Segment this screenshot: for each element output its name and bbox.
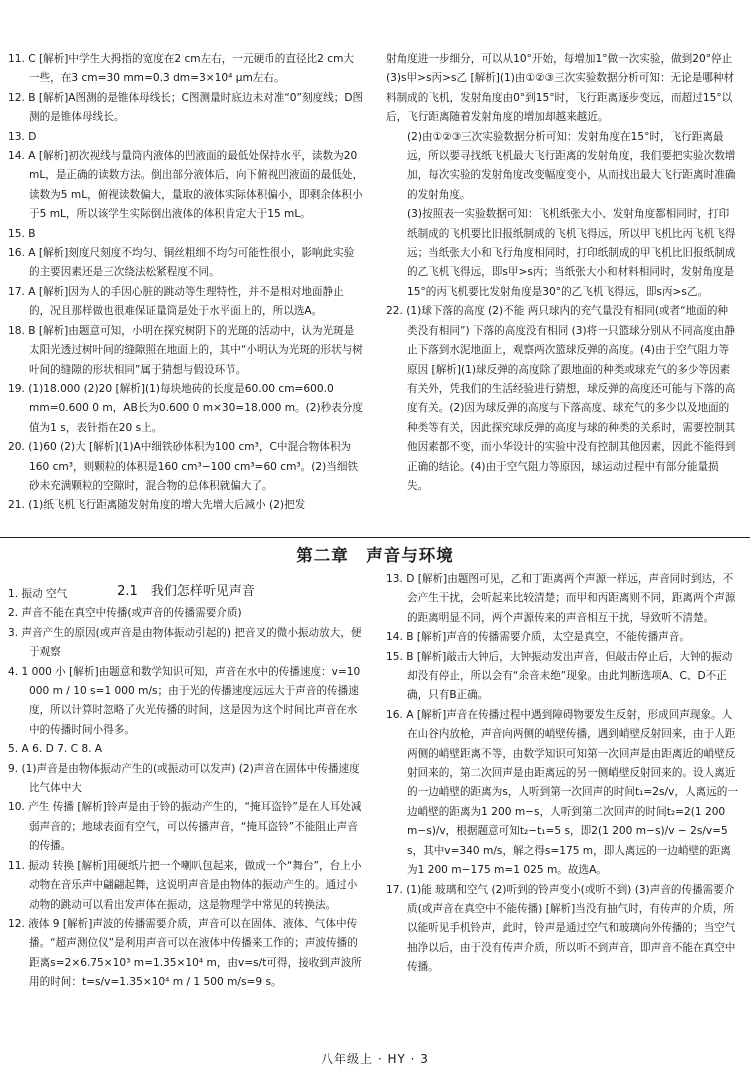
answer-item: 2. 声音不能在真空中传播(或声音的传播需要介质) (8, 607, 242, 620)
answer-item: 17. A [解析]因为人的手因心脏的跳动等生理特性，并不是相对地面静止的，况且那样做也很难保证量筒是处于水平面上的，所以选A。 (8, 285, 344, 318)
answer-item: 16. A [解析]刻度尺刻度不均匀、铜丝粗细不均匀可能性很小，影响此实验的主要因素还是三次绕法松紧程度不同。 (8, 247, 355, 279)
section-title: 2.1 我们怎样听见声音 (117, 584, 255, 599)
answer-item: 12. B [解析]A图测的是锥体母线长；C图测量时底边未对准“0”刻度线；D图测的是锥体母线长。 (8, 91, 364, 124)
answer-item: 17. (1)能 玻璃和空气 (2)听到的铃声变小(或听不到) (3)声音的传播需要介质(或声音在真空中不能传播) [解析]当没有抽气时，有传声的介质，所以能听见手机铃声，此时，铃声是通过空气和玻璃向外传播的；当空气抽净以后，由于没有传声介质，所以听不到声音，即声音不能在真空中传播。 (386, 883, 736, 974)
page-footer: 八年级上 · HY · 3 (321, 1052, 429, 1066)
answer-item: 22. (1)球下落的高度 (2)不能 两只球内的充气量没有相同(或者“地面的种类没有相同”) 下落的高度没有相同 (3)将一只篮球分别从不同高度由静止下落到水泥地面上，观察两次篮球反弹的高度。(4)由于空气阻力等原因 [解析](1)球反弹的高度除了跟地面的种类或球充气的多少等因素有关外，凭我们的生活经验进行猜想，球反弹的高度还可能与下落的高度有关。(2)因为球反弹的高度与下落高度、球充气的多少以及地面的种类等有关，因此探究球反弹的高度与球的种类的关系时，需要控制其他因素都不变，而小华设计的实验中没有控制其他因素，因此不能得到正确的结论。(4)由于空气阻力等原因，球运动过程中有部分能量损失。 (386, 305, 736, 492)
chapter-title: 第二章 声音与环境 (296, 546, 454, 565)
answer-item: 12. 液体 9 [解析]声波的传播需要介质，声音可以在固体、液体、气体中传播。“超声测位仪”是利用声音可以在液体中传播来工作的；声波传播的距离s=2×6.75×10³ m=1.35×10⁴ m，由v=s/t可得，接收到声波所用的时间：t=s/v=1.35×10⁴ m / 1 500 m/s=9 s。 (8, 917, 362, 989)
answer-paragraph: (3)按照表一实验数据可知：飞机纸张大小、发射角度都相同时，打印纸制成的飞机要比旧报纸制成的飞机飞得远，所以甲飞机比丙飞机飞得远；当纸张大小和飞行角度相同时，打印纸制成的甲飞机比旧报纸制成的乙飞机飞得远，即s甲>s丙；当纸张大小和材料相同时，发射角度是15°的丙飞机要比发射角度是30°的乙飞机飞得远，即s丙>s乙。 (407, 208, 736, 298)
answer-item: 15. B [解析]敲击大钟后，大钟振动发出声音，但敲击停止后，大钟的振动却没有停止，所以会有“余音未绝”现象。由此判断选项A、C、D不正确，只有B正确。 (386, 650, 733, 702)
answer-item: 9. (1)声音是由物体振动产生的(或振动可以发声) (2)声音在固体中传播速度比气体中大 (8, 762, 360, 795)
answer-column-right-ch1 (386, 50, 738, 496)
answer-item: 3. 声音产生的原因(或声音是由物体振动引起的) 把音叉的微小振动放大，便于观察 (8, 626, 362, 659)
answer-item: 15. B (8, 227, 36, 240)
answer-paragraph: (2)由①②③三次实验数据分析可知：发射角度在15°时，飞行距离最远，所以要寻找纸飞机最大飞行距离的发射角度，我们要把实验次数增加，每次实验的发射角度改变幅度变小，从而找出最大飞行距离时准确的发射角度。 (407, 130, 736, 201)
answer-column-right-ch2 (386, 570, 738, 978)
answer-column-left-ch1 (8, 50, 364, 516)
answer-item: 13. D [解析]由题图可见，乙和丁距离两个声源一样远，声音同时到达，不会产生干扰，会听起来比较清楚；而甲和丙距离则不同，距离两个声源的距离明显不同，两个声源传来的声音相互干扰，导致听不清楚。 (386, 573, 736, 624)
answer-item: 1. 振动 空气 (8, 588, 68, 600)
answer-item: 5. A 6. D 7. C 8. A (8, 743, 103, 756)
answer-item: 14. B [解析]声音的传播需要介质，太空是真空，不能传播声音。 (386, 631, 690, 644)
answer-item: 11. C [解析]中学生大拇指的宽度在2 cm左右，一元硬币的直径比2 cm大一些，在3 cm=30 mm=0.3 dm=3×10⁴ μm左右。 (8, 53, 354, 85)
chapter-divider (0, 537, 750, 538)
answer-item: 14. A [解析]初次视线与量筒内液体的凹液面的最低处保持水平，读数为20 mL，是正确的读数方法。倒出部分液体后，向下俯视凹液面的最低处，读数为5 mL，俯视读数偏大，量取的液体实际体积偏小，即剩余体积小于5 mL，所以该学生实际倒出液体的体积肯定大于15 mL。 (8, 150, 364, 221)
answer-item: 19. (1)18.000 (2)20 [解析](1)每块地砖的长度是60.00 cm=600.0 mm=0.600 0 m，AB长为0.600 0 m×30=18.000 m。(2)秒表分度值为1 s，表针指在20 s上。 (8, 382, 364, 434)
answer-item: 16. A [解析]声音在传播过程中遇到障碍物要发生反射，形成回声现象。人在山谷内放枪，声音向两侧的峭壁传播，遇到峭壁反射回来，由于人距两侧的峭壁距离不等，由数学知识可知第一次回声是由距离近的峭壁反射回来的，第二次回声是由距离远的另一侧峭壁反射回来的。设人离近的一边峭壁的距离为s，人听到第一次回声的时间t₁=2s/v，人离远的一边峭壁的距离为1 200 m−s，人听到第二次回声的时间t₂=2(1 200 m−s)/v，根据题意可知t₂−t₁=5 s，即2(1 200 m−s)/v − 2s/v=5 s，其中v=340 m/s，解之得s=175 m，即人离远的一边峭壁的距离为1 200 m−175 m=1 025 m。故选A。 (386, 708, 738, 877)
answer-item: 13. D (8, 130, 37, 143)
answer-item: 10. 产生 传播 [解析]铃声是由于铃的振动产生的，“掩耳盗铃”是在人耳处减弱声音的；地球表面有空气，可以传播声音，“掩耳盗铃”不能阻止声音的传播。 (8, 801, 362, 853)
answer-item: 21. (1)纸飞机飞行距离随发射角度的增大先增大后减小 (2)把发 (8, 499, 306, 512)
answer-item: 20. (1)60 (2)大 [解析](1)A中细铁砂体积为100 cm³，C中混合物体积为160 cm³，则颗粒的体积是160 cm³−100 cm³=60 cm³。(2)当细铁砂未充满颗粒的空隙时，混合物的总体积就偏大了。 (8, 441, 359, 492)
answer-continuation: 射角度进一步细分，可以从10°开始，每增加1°做一次实验，做到20°停止 (3)s甲>s丙>s乙 [解析](1)由①②③三次实验数据分析可知：无论是哪种材料制成的飞机，发射角度由0°到15°时，飞行距离逐步变远，而超过15°以后，飞行距离随着发射角度的增加却越来越近。 (386, 53, 735, 124)
answer-column-left-ch2 (8, 585, 364, 993)
answer-item: 18. B [解析]由题意可知，小明在探究树阴下的光斑的活动中，认为光斑是太阳光透过树叶间的缝隙照在地面上的，其中“小明认为光斑的形状与树叶间的缝隙的形状相同”属于猜想与假设环节。 (8, 324, 363, 376)
answer-item: 11. 振动 转换 [解析]用硬纸片把一个喇叭包起来，做成一个“舞台”，台上小动物在音乐声中翩翩起舞，这说明声音是由物体的振动产生的。通过小动物的跳动可以看出发声体在振动，这是物理学中常见的转换法。 (8, 859, 362, 911)
answer-item: 4. 1 000 小 [解析]由题意和数学知识可知，声音在水中的传播速度：v=10 000 m / 10 s=1 000 m/s；由于光的传播速度远远大于声音的传播速度，所以计算时忽略了火光传播的时间，这是因为这个时间比声音在水中的传播时间小得多。 (8, 665, 361, 736)
